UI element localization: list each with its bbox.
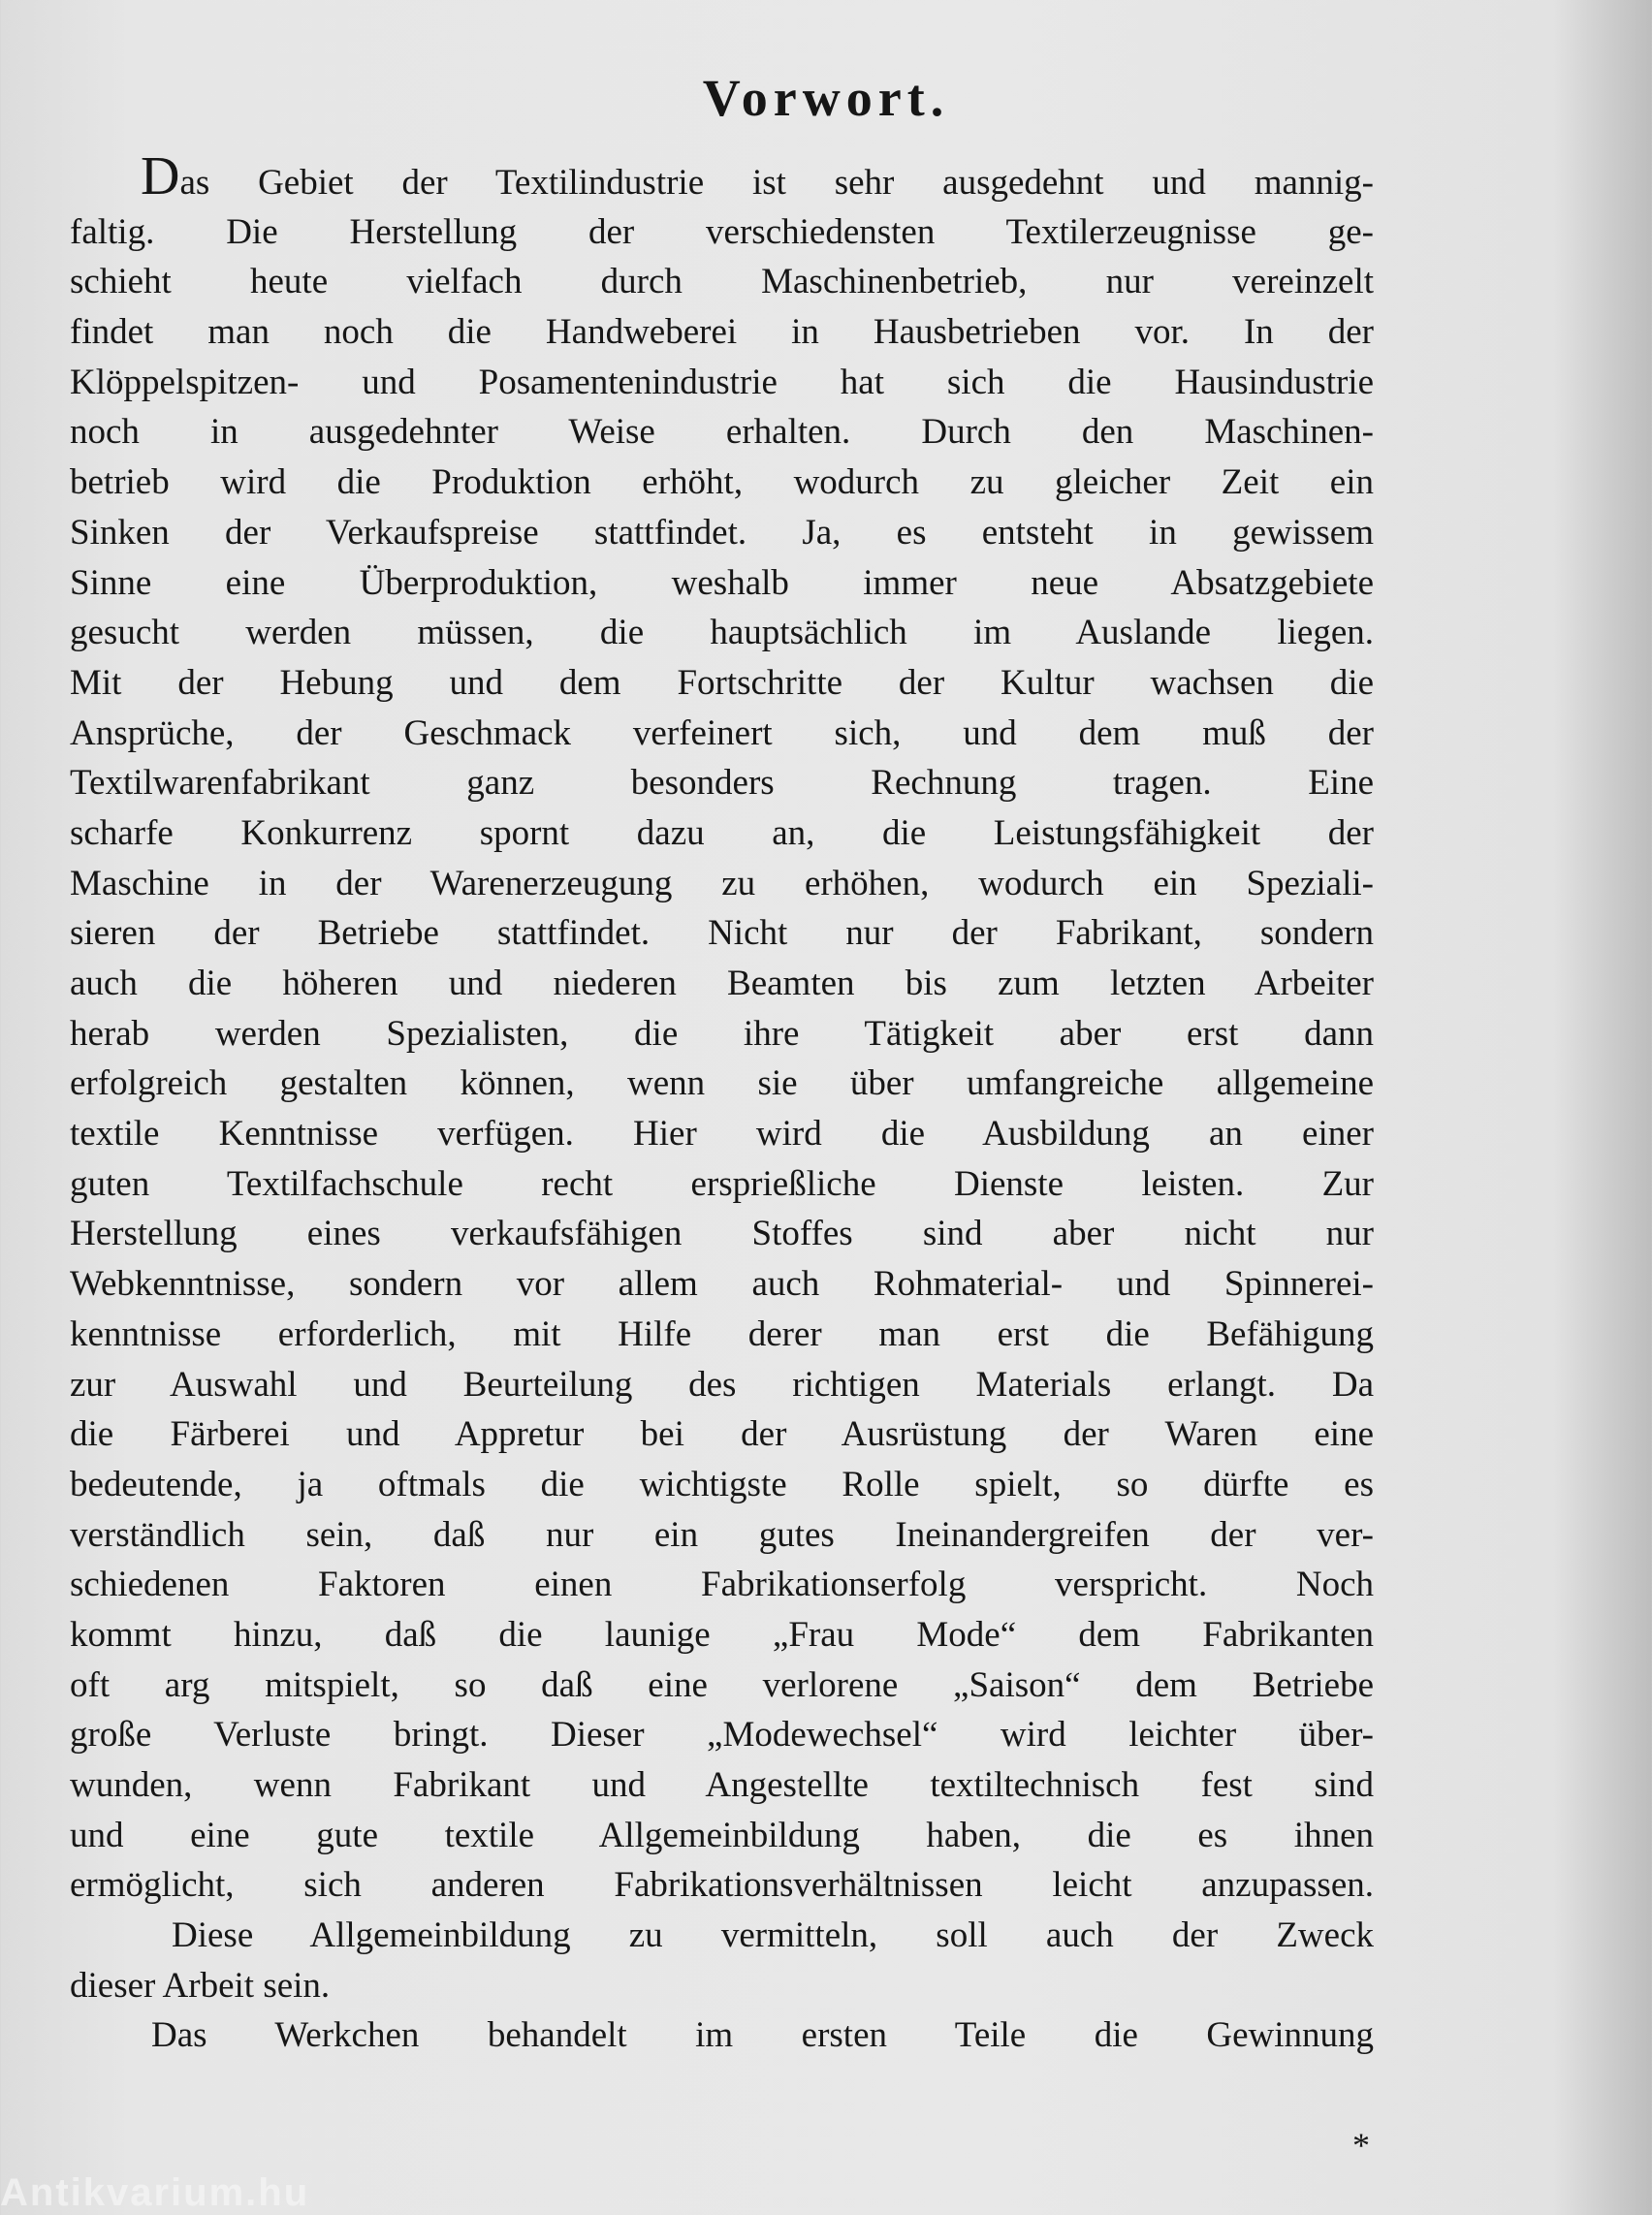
text-line: ermöglicht, sich anderen Fabrikationsverhältnissen leicht anzupassen. xyxy=(70,1865,1374,1906)
text-line: Maschine in der Warenerzeugung zu erhöhen, wodurch ein Speziali- xyxy=(70,863,1374,903)
text-line: bedeutende, ja oftmals die wichtigste Rolle spielt, so dürfte es xyxy=(70,1464,1374,1504)
text-line: auch die höheren und niederen Beamten bis zum letzten Arbeiter xyxy=(70,964,1374,1003)
text-line: Diese Allgemeinbildung zu vermitteln, soll auch der Zweck xyxy=(172,1915,1374,1956)
text-line: Klöppelspitzen- und Posamentenindustrie hat sich die Hausindustrie xyxy=(70,362,1374,402)
text-line: sieren der Betriebe stattfindet. Nicht nur der Fabrikant, sondern xyxy=(70,913,1374,954)
paragraph-1 xyxy=(70,207,1374,1911)
text-line: Textilwarenfabrikant ganz besonders Rechnung tragen. Eine xyxy=(70,763,1374,804)
text-line: und eine gute textile Allgemeinbildung haben, die es ihnen xyxy=(70,1815,1374,1855)
text-line: scharfe Konkurrenz spornt dazu an, die Leistungsfähigkeit der xyxy=(70,812,1374,853)
text-line: kommt hinzu, daß die launige „Frau Mode“ dem Fabrikanten xyxy=(70,1614,1374,1655)
drop-cap: D xyxy=(141,146,180,206)
text-line: findet man noch die Handweberei in Hausbetrieben vor. In der xyxy=(70,312,1374,353)
text-line: Herstellung eines verkaufsfähigen Stoffes sind aber nicht nur xyxy=(70,1214,1374,1254)
text-line: kenntnisse erforderlich, mit Hilfe derer man erst die Befähigung xyxy=(70,1313,1374,1354)
signature-mark: * xyxy=(1352,2126,1370,2165)
text-line: textile Kenntnisse verfügen. Hier wird die Ausbildung an einer xyxy=(70,1114,1374,1155)
text-line: dieser Arbeit sein. xyxy=(70,1965,331,2006)
text-line: große Verluste bringt. Dieser „Modewechsel“ wird leichter über- xyxy=(70,1715,1374,1756)
watermark: Antikvarium.hu xyxy=(0,2171,310,2214)
text-line: Das Werkchen behandelt im ersten Teile die Gewinnung xyxy=(151,2015,1374,2056)
preface-text xyxy=(70,146,1374,2061)
text-line: gesucht werden müssen, die hauptsächlich im Auslande liegen. xyxy=(70,613,1374,653)
text-line: Webkenntnisse, sondern vor allem auch Rohmaterial- und Spinnerei- xyxy=(70,1264,1374,1305)
text-line: schiedenen Faktoren einen Fabrikationserfolg verspricht. Noch xyxy=(70,1565,1374,1605)
line-text: as Gebiet der Textilindustrie ist sehr ausgedehnt und mannig- xyxy=(179,163,1374,203)
text-line: Sinne eine Überproduktion, weshalb immer neue Absatzgebiete xyxy=(70,562,1374,603)
text-line: Mit der Hebung und dem Fortschritte der Kultur wachsen die xyxy=(70,662,1374,703)
text-line: faltig. Die Herstellung der verschiedensten Textilerzeugnisse ge- xyxy=(70,211,1374,252)
text-line: die Färberei und Appretur bei der Ausrüstung der Waren eine xyxy=(70,1414,1374,1455)
text-line: guten Textilfachschule recht ersprießliche Dienste leisten. Zur xyxy=(70,1163,1374,1204)
text-line: herab werden Spezialisten, die ihre Tätigkeit aber erst dann xyxy=(70,1013,1374,1054)
page-title: Vorwort. xyxy=(702,69,950,127)
text-line: verständlich sein, daß nur ein gutes Ineinandergreifen der ver- xyxy=(70,1514,1374,1555)
text-line: zur Auswahl und Beurteilung des richtigen Materials erlangt. Da xyxy=(70,1364,1374,1405)
text-line: erfolgreich gestalten können, wenn sie über umfangreiche allgemeine xyxy=(70,1063,1374,1104)
text-line: schieht heute vielfach durch Maschinenbetrieb, nur vereinzelt xyxy=(70,262,1374,302)
text-line: wunden, wenn Fabrikant und Angestellte textiltechnisch fest sind xyxy=(70,1765,1374,1805)
text-line: Sinken der Verkaufspreise stattfindet. Ja, es entsteht in gewissem xyxy=(70,512,1374,553)
text-line: oft arg mitspielt, so daß eine verlorene „Saison“ dem Betriebe xyxy=(70,1664,1374,1705)
text-line: noch in ausgedehnter Weise erhalten. Durch den Maschinen- xyxy=(70,412,1374,453)
text-line: Ansprüche, der Geschmack verfeinert sich, und dem muß der xyxy=(70,712,1374,753)
text-line xyxy=(70,146,1374,207)
text-line: betrieb wird die Produktion erhöht, wodurch zu gleicher Zeit ein xyxy=(70,462,1374,503)
